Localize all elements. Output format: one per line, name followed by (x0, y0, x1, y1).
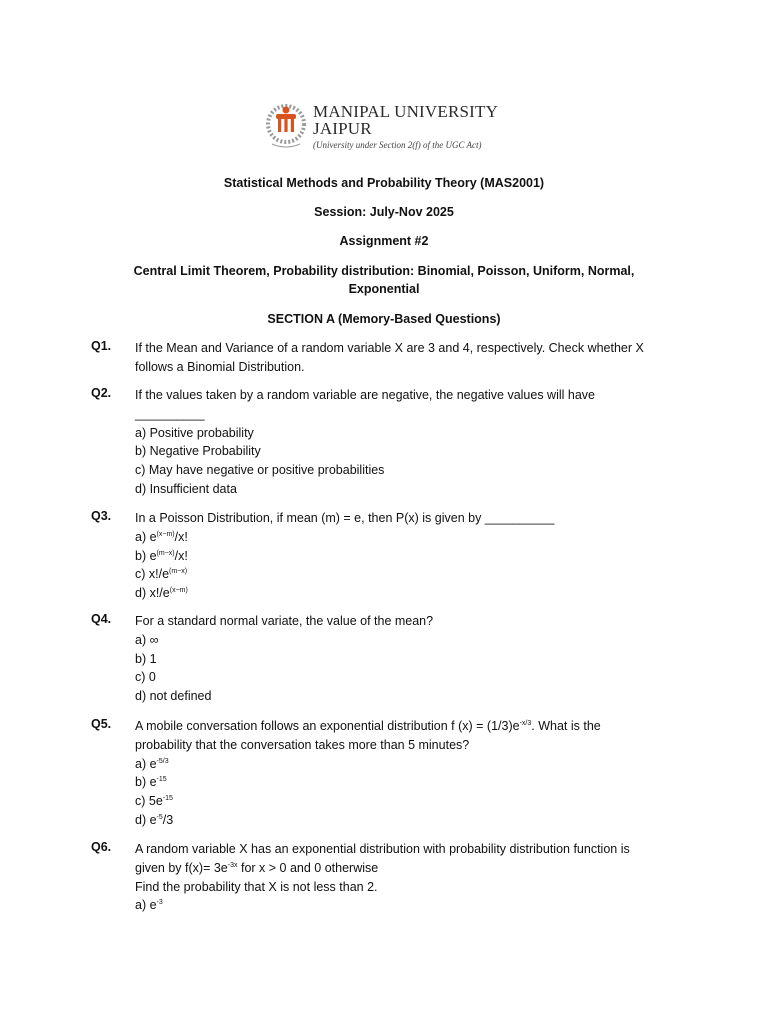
option-text: a) e (135, 756, 157, 771)
option-text: b) e (135, 775, 157, 790)
question-line: follows a Binomial Distribution. (135, 359, 305, 374)
option-text: /3 (162, 812, 174, 827)
option-b: b) 1 (135, 651, 157, 666)
option-c (135, 565, 680, 584)
option-d (135, 584, 680, 603)
question-text (135, 612, 680, 706)
question-number: Q3. (91, 509, 112, 523)
option-text: d) e (135, 812, 157, 827)
question-number: Q6. (91, 840, 112, 854)
option-b: b) Negative Probability (135, 444, 261, 459)
question-segment: . What is the (531, 719, 601, 733)
exponent: (m−x) (169, 568, 188, 576)
option-a (135, 528, 680, 547)
question-text (135, 509, 680, 603)
exponent: -15 (156, 776, 167, 784)
exponent: -3 (156, 899, 163, 907)
exponent: -15 (162, 795, 173, 803)
question-line: In a Poisson Distribution, if mean (m) = e, then P(x) is given by __________ (135, 511, 555, 525)
answer-blank: __________ (135, 406, 205, 421)
option-text: /x! (174, 529, 188, 544)
option-a (135, 755, 680, 774)
question-line (135, 859, 680, 878)
question-segment: A mobile conversation follows an exponential distribution f (x) = (1/3)e (135, 719, 520, 733)
question-segment: for x > 0 and 0 otherwise (237, 860, 379, 875)
option-text: a) e (135, 898, 157, 913)
university-name-line2: JAIPUR (313, 119, 372, 138)
university-name (313, 103, 498, 137)
question-text (135, 386, 680, 499)
option-text: d) x!/e (135, 586, 170, 601)
option-text: c) x!/e (135, 567, 170, 582)
question-number: Q4. (91, 612, 112, 626)
course-title: Statistical Methods and Probability Theory (MAS2001) (223, 176, 545, 190)
option-c (135, 792, 680, 811)
question-number: Q1. (91, 339, 112, 353)
exponent: -x/3 (519, 720, 532, 727)
question-line: probability that the conversation takes more than 5 minutes? (135, 737, 470, 752)
option-c: c) May have negative or positive probabilities (135, 463, 385, 478)
option-a: a) ∞ (135, 632, 159, 647)
question-segment: given by f(x)= 3e (135, 860, 228, 875)
topics-line2: Exponential (348, 282, 420, 296)
question-line (135, 717, 680, 736)
option-text: a) e (135, 529, 157, 544)
option-d (135, 811, 680, 830)
option-d: d) not defined (135, 689, 212, 704)
option-a: a) Positive probability (135, 425, 254, 440)
exponent: -5/3 (156, 757, 169, 765)
assignment-title: Assignment #2 (339, 234, 429, 248)
exponent: -3x (227, 861, 238, 869)
question-line: If the values taken by a random variable are negative, the negative values will have (135, 388, 595, 402)
question-line: Find the probability that X is not less than 2. (135, 879, 378, 894)
university-seal-icon (264, 100, 308, 150)
question-text (135, 339, 680, 377)
option-text: b) e (135, 548, 157, 563)
topics-line1: Central Limit Theorem, Probability distribution: Binomial, Poisson, Uniform, Normal, (133, 264, 635, 278)
university-name-line1: MANIPAL UNIVERSITY (313, 102, 499, 121)
topics-heading (100, 262, 668, 298)
question-line: For a standard normal variate, the value of the mean? (135, 614, 434, 628)
exponent: (x−m) (156, 530, 175, 538)
session-text: Session: July-Nov 2025 (314, 205, 454, 219)
exponent: -5 (156, 813, 163, 821)
university-subtitle: (University under Section 2(f) of the UGC Act) (313, 140, 482, 150)
exponent: (m−x) (156, 549, 175, 557)
option-b (135, 773, 680, 792)
option-text: c) 5e (135, 794, 163, 809)
question-text (135, 840, 680, 915)
question-line: If the Mean and Variance of a random variable X are 3 and 4, respectively. Check whether X (135, 341, 644, 355)
question-number: Q5. (91, 717, 112, 731)
question-number: Q2. (91, 386, 112, 400)
option-a (135, 896, 680, 915)
option-b (135, 547, 680, 566)
option-text: /x! (174, 548, 188, 563)
question-line: A random variable X has an exponential distribution with probability distribution function is (135, 842, 630, 856)
exponent: (x−m) (169, 587, 188, 595)
option-c: c) 0 (135, 670, 156, 685)
university-logo (264, 98, 514, 156)
option-d: d) Insufficient data (135, 481, 237, 496)
section-heading: SECTION A (Memory-Based Questions) (267, 312, 501, 326)
question-text (135, 717, 680, 830)
